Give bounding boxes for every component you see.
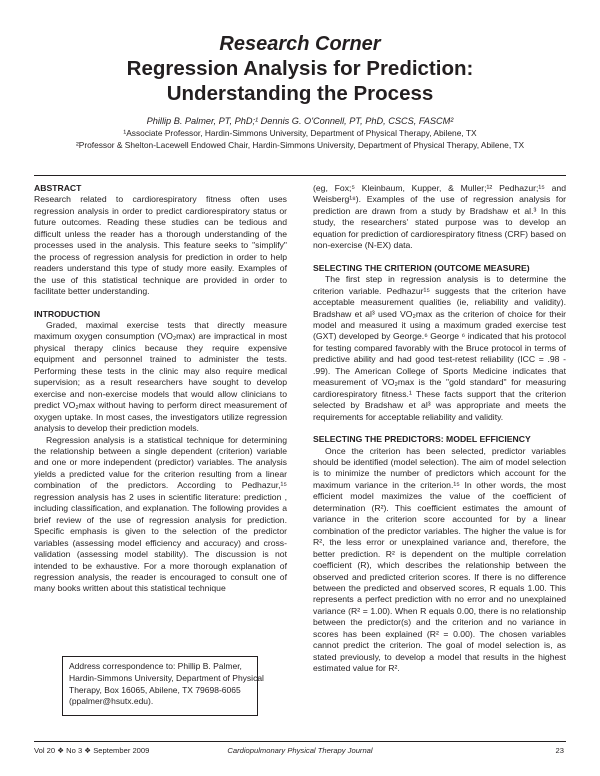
introduction-paragraph-1: Graded, maximal exercise tests that directly measure maximum oxygen consumption (VO₂max) are impractical in most physical therapy clinics because they require expensive equipment and personnel trained to administer the tests. Performing these tests in the clinic may also require medical supervision; as a result researchers have sought to develop exercise and non-exercise models that would allow clinicians to predict VO₂max without having to perform direct measurement of oxygen uptake. In most cases, the investigators utilize regression analysis to develop their prediction models. [34, 319, 287, 434]
correspondence-line-1: Address correspondence to: Phillip B. Palmer, [69, 661, 242, 671]
affiliation-2: ²Professor & Shelton-Lacewell Endowed Chair, Hardin-Simmons University, Department of Physical Therapy, Abilene, TX [75, 140, 525, 150]
series-title: Research Corner [219, 33, 381, 55]
affiliation-1: ¹Associate Professor, Hardin-Simmons University, Department of Physical Therapy, Abilene, TX [123, 128, 477, 138]
abstract-heading: ABSTRACT [34, 183, 82, 193]
criterion-paragraph: The first step in regression analysis is to determine the criterion variable. Pedhazur¹⁵ suggests that the criterion have acceptable measurement qualities (ie, reliability and validity). Bradshaw et al³ used VO₂max as the criterion of choice for their model and measured it using a maximum graded exercise test (GXT) developed by George.⁶ George ⁶ indicated that his protocol for testing compared favorably with the Bruce protocol in terms of predictive ability and had good test-retest reliability (ICC = .98 - .99). The American College of Sports Medicine indicates that measurement of VO₂max is the "gold standard" for measuring cardiorespiratory fitness.¹ These facts support that the criterion selected by Bradshaw et al³ was appropriate and meets the requirements for acceptable reliability and validity. [313, 274, 566, 422]
spacer [34, 298, 287, 309]
predictors-paragraph: Once the criterion has been selected, predictor variables should be identified (model selection). The aim of model selection is to minimize the number of predictors which account for the maximum variance in the criterion.¹⁵ In other words, the most efficient model maximizes the value of the coefficient of determination (R²). This coefficient estimates the amount of variance in the criterion score accounted for by a linear combination of the predictor variables. The higher the value is for R², the less error or unexplained variance and, therefore, the better prediction. R² is dependent on the multiple correlation coefficient (R), which describes the relationship between the observed and predicted criterion scores. If there is no difference between the predicted and observed scores, R equals 1.00. This represents a perfect prediction with no error and no unexplained variance (R² = 1.00). When R equals 0.00, there is no relationship between the predictor(s) and the criterion and no variance in scores has been explained (R² = 0.00). The chosen variables cannot predict the criterion. The goal of model selection is, as stated previously, to develop a model that results in the highest estimated value for R². [313, 445, 566, 674]
right-column [313, 183, 566, 675]
correspondence-email: (ppalmer@hsutx.edu). [69, 696, 154, 707]
footer-divider [34, 741, 566, 742]
journal-name: Cardiopulmonary Physical Therapy Journal [227, 746, 373, 755]
article-title-line-1: Regression Analysis for Prediction: [126, 57, 474, 80]
issue-info: Vol 20 ❖ No 3 ❖ September 2009 [34, 746, 150, 755]
left-column [34, 183, 287, 595]
header-divider [34, 175, 566, 176]
page-number: 23 [555, 746, 564, 755]
article-title-line-2: Understanding the Process [166, 82, 434, 105]
spacer [313, 423, 566, 434]
article-header [0, 32, 600, 151]
author-list: Phillip B. Palmer, PT, PhD;¹ Dennis G. O'Connell, PT, PhD, CSCS, FASCM² [146, 116, 454, 126]
introduction-paragraph-2: Regression analysis is a statistical technique for determining the relationship between a single dependent (criterion) variable and one or more independent (predictor) variables. The analysis yields a predicted value for the criterion resulting from a linear combination of the predictors. According to Pedhazur,¹⁵ regression analysis has 2 uses in scientific literature: prediction , including classification, and explanation. The following provides a brief review of the use of regression analysis for prediction. Specific emphasis is given to the selection of the predictor variables (assessing model efficiency and accuracy) and cross-validation (assessing model stability). The discussion is not intended to be exhaustive. For a more thorough explanation of regression analysis, the reader is encouraged to consult one of many books written about this statistical technique [34, 434, 287, 594]
abstract-text: Research related to cardiorespiratory fitness often uses regression analysis in order to predict cardiorespiratory status or future outcomes. Reading these studies can be tedious and difficult unless the reader has a thorough understanding of the processes used in the analysis. This feature seeks to "simplify" the process of regression analysis for prediction in order to help readers understand this type of study more easily. Examples of the use of this statistical technique are provided in order to facilitate better understanding. [34, 194, 287, 297]
correspondence-line-2: Hardin-Simmons University, Department of Physical [69, 672, 264, 683]
introduction-heading: INTRODUCTION [34, 308, 101, 319]
correspondence-box [62, 656, 264, 716]
predictors-heading: SELECTING THE PREDICTORS: MODEL EFFICIENCY [313, 434, 531, 445]
criterion-heading: SELECTING THE CRITERION (OUTCOME MEASURE) [313, 262, 530, 273]
correspondence-line-3: Therapy, Box 16065, Abilene, TX 79698-6065 [69, 684, 241, 695]
spacer [313, 252, 566, 263]
continued-paragraph: (eg, Fox;⁵ Kleinbaum, Kupper, & Muller;¹² Pedhazur;¹⁵ and Weisberg¹⁸). Examples of the use of regression analysis for prediction are drawn from a study by Bradshaw et al.³ In this study, the researchers' stated purpose was to develop an equation for prediction of cardiorespiratory fitness (CRF) based on non-exercise (N-EX) data. [313, 183, 566, 251]
